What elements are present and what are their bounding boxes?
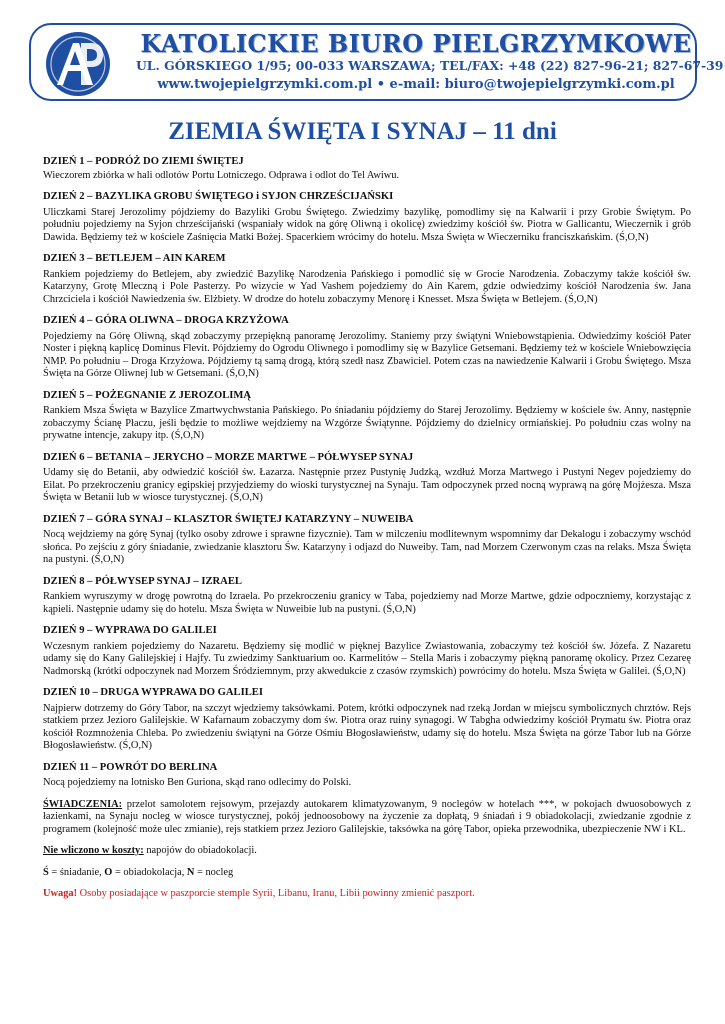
day-3 [43,253,691,306]
day-description: Rankiem wyruszymy w drogę powrotną do Izraela. Po przekroczeniu granicy w Taba, pojedziemy nad Morze Martwe, gdzie odpoczniemy, korzystając z kąpieli. Następnie udamy się do hotelu. Msza Święta w Nuweibie lub na pustyni. (Ś,O,N) [43,591,691,615]
day-title: DZIEŃ 4 – GÓRA OLIWNA – DROGA KRZYŻOWA [43,315,289,326]
day-9 [43,625,691,678]
day-description: Pojedziemy na Górę Oliwną, skąd zobaczymy przepiękną panoramę Jerozolimy. Staniemy przy świątyni Wniebowstąpienia. Odwiedzimy kościół Pater Noster i piękną kaplicę Dominus Flevit. Pójdziemy do Ogrodu Oliwnego i pomodlimy się w Bazylice Getsemani. Będziemy też w kościele Wniebowzięcia NMP. Po południu – Droga Krzyżowa. Pójdziemy tą samą drogą, którą szedł nasz Zbawiciel. Potem czas na nawiedzenie Kalwarii i Grobu Świętego. Msza Święta na Górze Oliwnej lub w Getsemani. (Ś,O,N) [43,330,691,379]
legend-n-text: = nocleg [194,866,234,878]
legend-o-text: = obiadokolacja, [112,866,187,878]
day-title: DZIEŃ 1 – PODRÓŻ DO ZIEMI ŚWIĘTEJ [43,156,244,167]
meal-legend [43,867,691,880]
day-title: DZIEŃ 3 – BETLEJEM – AIN KAREM [43,253,226,264]
day-6 [43,452,691,505]
included-text: przelot samolotem rejsowym, przejazdy autokarem klimatyzowanym, 9 noclegów w hotelach ***, w pokojach dwuosobowych z łazienkami, na Synaju nocleg w wiosce turystycznej, pokój jednoosobowy na życzenie za dopłatą, 9 śniadań i 9 obiadokolacji, zwiedzanie zgodnie z programem (kolejność może ulec zmianie), rejs statkiem przez Jezioro Galilejskie, taksówka na górę Tabor, opieka przewodnika, ubezpieczenie NW i KL. [43,798,691,835]
itinerary [43,156,691,910]
included-services [43,799,691,837]
day-8 [43,576,691,617]
agency-contact: www.twojepielgrzymki.com.pl • e-mail: biuro@twojepielgrzymki.com.pl [157,77,675,92]
day-11 [43,762,691,790]
legend-n-key: N [186,866,195,878]
day-description: Najpierw dotrzemy do Góry Tabor, na szczyt wjedziemy taksówkami. Potem, krótki odpoczynek nad rzeką Jordan w miejscu symbolicznych chrztów. Rejs statkiem przez Jezioro Galilejskie. W Kafarnaum zobaczymy dom św. Piotra oraz ruiny synagogi. W Tabgha odwiedzimy kościół Prymatu św. Piotra oraz kościół Rozmnożenia Chleba. Po zwiedzeniu świątyni na Górze Ośmiu Błogosławieństw, udamy się do hotelu. Msza Święta na górze Tabor lub na Górze Błogosławieństw. (Ś,O,N) [43,702,691,751]
day-5 [43,390,691,443]
legend-s-key: Ś [43,866,49,878]
included-label: ŚWIADCZENIA: [43,798,123,810]
passport-warning [43,888,691,901]
day-title: DZIEŃ 5 – POŻEGNANIE Z JEROZOLIMĄ [43,389,252,401]
agency-logo-icon [43,29,113,99]
day-description: Udamy się do Betanii, aby odwiedzić kościół św. Łazarza. Następnie przez Pustynię Judzką, wzdłuż Morza Martwego i Pustyni Negev pojedziemy do Eilat. Po przekroczeniu granicy egipskiej przyjedziemy do wioski turystycznej na Synaju. Tam odpoczynek przed nocną wyprawą na górę Mojżesza. Msza Święta w Betanii lub w wiosce turystycznej. (Ś,O,N) [43,467,691,503]
legend-s-text: = śniadanie, [48,866,105,878]
day-description: Wieczorem zbiórka w hali odlotów Portu Lotniczego. Odprawa i odlot do Tel Awiwu. [43,169,400,181]
day-description: Nocą pojedziemy na lotnisko Ben Guriona, skąd rano odlecimy do Polski. [43,777,352,788]
day-description: Wczesnym rankiem pojedziemy do Nazaretu. Będziemy się modlić w pięknej Bazylice Zwiastowania, zobaczymy też kościół św. Józefa. Z Nazaretu udamy się do Kany Galilejskiej i Hajfy. Tu zwiedzimy Sanktuarium oo. Karmelitów – Stella Maris i zobaczymy piękną panoramę okolicy. Przez Cezareę Nadmorską (krótki odpoczynek nad Morzem Śródziemnym, przy akwedukcie z czasów rzymskich) powrócimy do hotelu. Msza Święta w Galilei. (Ś,O,N) [43,640,691,677]
day-title: DZIEŃ 6 – BETANIA – JERYCHO – MORZE MARTWE – PÓŁWYSEP SYNAJ [43,451,414,463]
not-included-label: Nie wliczono w koszty: [43,845,144,856]
legend-o-key: O [104,866,113,878]
day-7 [43,514,691,567]
day-description: Rankiem Msza Święta w Bazylice Zmartwychwstania Pańskiego. Po śniadaniu pójdziemy do Starej Jerozolimy. Będziemy w kościele św. Anny, następnie zobaczymy Ścianę Płaczu, jeśli będzie to możliwe wejdziemy na Wzgórze Świątynne. Pójdziemy do dzielnicy ormiańskiej. Po południu czas wolny na prywatne intencje, zakupy itp. (Ś,O,N) [43,405,691,441]
day-1 [43,156,691,182]
letterhead [29,23,724,101]
day-title: DZIEŃ 7 – GÓRA SYNAJ – KLASZTOR ŚWIĘTEJ KATARZYNY – NUWEIBA [43,513,414,525]
day-title: DZIEŃ 9 – WYPRAWA DO GALILEI [43,625,217,636]
day-title: DZIEŃ 11 – POWRÓT DO BERLINA [43,761,218,773]
agency-name: KATOLICKIE BIURO PIELGRZYMKOWE [140,29,692,58]
page-title: ZIEMIA ŚWIĘTA I SYNAJ – 11 dni [168,118,557,145]
day-title: DZIEŃ 8 – PÓŁWYSEP SYNAJ – IZRAEL [43,575,242,587]
day-4 [43,315,691,381]
day-description: Rankiem pojedziemy do Betlejem, aby zwiedzić Bazylikę Narodzenia Pańskiego i pomodlić się w Grocie Narodzenia. Zobaczymy także kościół św. Katarzyny, Grotę Mleczną i Pole Pasterzy. Po wizycie w Yad Vashem pojedziemy do Ain Karem, gdzie odwiedzimy kościół Narodzenia św. Jana Chrzciciela i kościół Nawiedzenia św. Elżbiety. W drodze do hotelu zobaczymy Menorę i Knesset. Msza Święta w Betlejem. (Ś,O,N) [43,268,691,305]
warning-label: Uwaga! [43,888,78,899]
not-included-text: napojów do obiadokolacji. [143,845,257,856]
day-10 [43,687,691,753]
day-2 [43,191,691,244]
day-title: DZIEŃ 10 – DRUGA WYPRAWA DO GALILEI [43,687,263,698]
warning-text: Osoby posiadające w paszporcie stemple Syrii, Libanu, Iranu, Libii powinny zmienić paszport. [77,888,475,899]
day-description: Nocą wejdziemy na górę Synaj (tylko osoby zdrowe i sprawne fizycznie). Tam w milczeniu modlitewnym wspomnimy dar Dekalogu i zobaczymy wschód słońca. Po zejściu z góry śniadanie, zwiedzanie klasztoru Św. Katarzyny i odjazd do Nuweiby. Tam, nad Morzem Czerwonym czas na relaks. Msza Święta na pustyni. (Ś,O,N) [43,529,691,565]
day-description: Uliczkami Starej Jerozolimy pójdziemy do Bazyliki Grobu Świętego. Zwiedzimy bazylikę, pomodlimy się na Kalwarii i przy Grobie Świętym. Po południu pojedziemy na Syjon chrześcijański (wspaniały widok na górę Oliwną i okolicę) zwiedzimy kościół św. Piotra w Gallicantu, Wieczernik i grób Dawida. Będziemy też w kościele Zaśnięcia Matki Bożej. Spacerkiem wrócimy do hotelu. Msza Święta w Wieczerniku franciszkańskim. (Ś,O,N) [43,206,691,243]
agency-address: UL. GÓRSKIEGO 1/95; 00-033 WARSZAWA; TEL/FAX: +48 (22) 827-96-21; 827-67-39 [136,58,724,73]
day-title: DZIEŃ 2 – BAZYLIKA GROBU ŚWIĘTEGO i SYJON CHRZEŚCIJAŃSKI [43,191,394,202]
not-included [43,845,691,858]
